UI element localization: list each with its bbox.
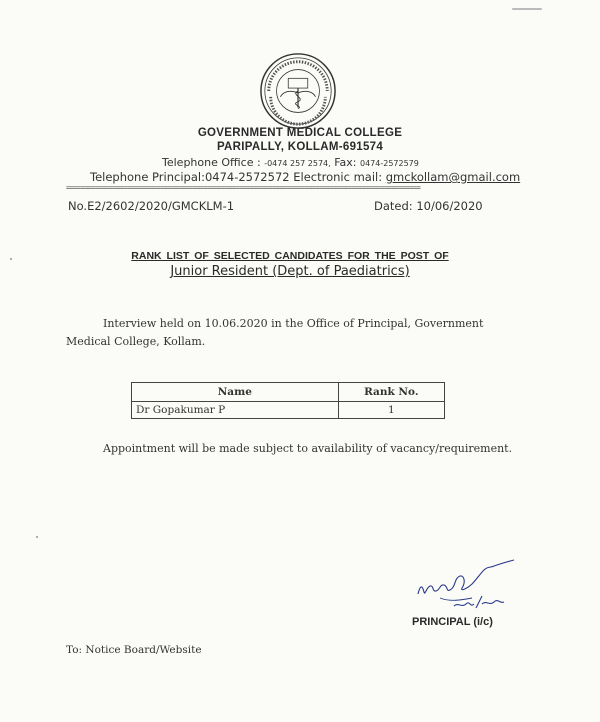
fax-label: Fax: [334,156,357,169]
scan-speck [10,258,12,260]
scan-speck [512,8,542,10]
office-contact-line [162,156,419,169]
rank-table [131,382,445,419]
college-address: PARIPALLY, KOLLAM-691574 [216,141,384,153]
separator-line: ================================================================================================== [66,184,421,192]
table-header-row [132,383,445,402]
principal-designation: PRINCIPAL (i/c) [412,616,493,628]
appointment-note: Appointment will be made subject to availability of vacancy/requirement. [103,442,513,455]
fax-value: 0474-2572579 [359,159,419,168]
college-seal-icon [259,52,337,130]
column-header-rank: Rank No. [338,383,444,402]
column-header-name: Name [132,383,339,402]
office-phone-label: Telephone Office : [162,156,261,169]
candidate-name: Dr Gopakumar P [132,402,339,419]
handwritten-signature [410,558,520,614]
candidate-rank: 1 [338,402,444,419]
notice-recipient: To: Notice Board/Website [66,644,202,656]
principal-contact-line [90,170,520,184]
principal-phone: Telephone Principal:0474-2572572 Electronic mail: [90,170,383,184]
email-link[interactable]: gmckollam@gmail.com [385,170,521,184]
interview-paragraph: Interview held on 10.06.2020 in the Office of Principal, Government Medical College, Kollam. [66,317,484,348]
document-date: Dated: 10/06/2020 [374,199,483,213]
reference-number: No.E2/2602/2020/GMCKLM-1 [68,199,235,213]
scan-speck [36,536,38,538]
college-name: GOVERNMENT MEDICAL COLLEGE [197,127,403,139]
document-heading: RANK LIST OF SELECTED CANDIDATES FOR THE POST OF [131,250,449,262]
table-row [132,402,445,419]
office-phone-value: -0474 257 2574, [264,159,331,168]
post-title: Junior Resident (Dept. of Paediatrics) [170,264,410,279]
